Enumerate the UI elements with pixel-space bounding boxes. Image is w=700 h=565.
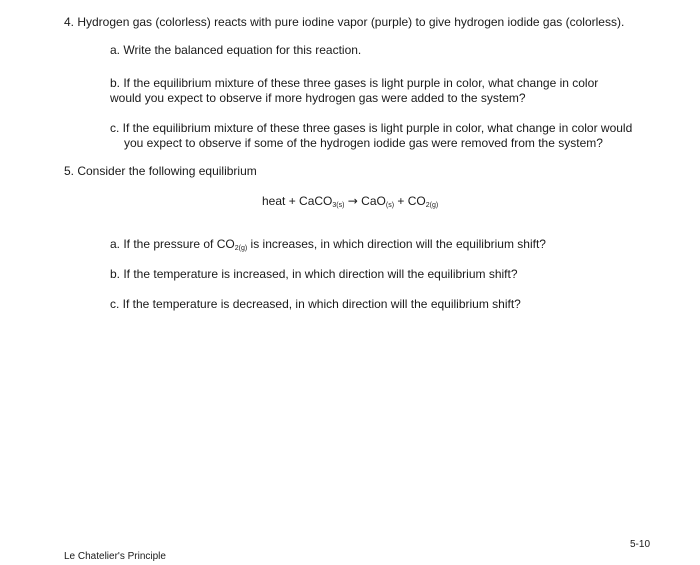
- reaction-arrow-icon: →: [347, 194, 358, 208]
- equilibrium-equation: [262, 193, 438, 209]
- question-5a-end: is increases, in which direction will the equilibrium shift?: [247, 237, 546, 251]
- equation-reactants: heat + CaCO: [262, 194, 333, 208]
- question-5b: b. If the temperature is increased, in which direction will the equilibrium shift?: [110, 267, 518, 281]
- co2-state: 2(g): [425, 202, 439, 209]
- question-5a-start: a. If the pressure of CO: [110, 237, 235, 251]
- caco3-state: 3(s): [332, 202, 345, 209]
- cao-state: (s): [385, 202, 395, 209]
- question-4b-line-1: b. If the equilibrium mixture of these three gases is light purple in color, what change in color: [110, 76, 599, 90]
- question-4: 4. Hydrogen gas (colorless) reacts with pure iodine vapor (purple) to give hydrogen iodide gas (colorless).: [64, 15, 625, 29]
- equation-co2: + CO: [394, 194, 426, 208]
- question-4c-line-1: c. If the equilibrium mixture of these three gases is light purple in color, what change in color would: [110, 121, 633, 135]
- page-number: 5-10: [630, 539, 651, 550]
- question-5c: c. If the temperature is decreased, in which direction will the equilibrium shift?: [110, 297, 521, 311]
- question-5a: [110, 236, 546, 252]
- question-5: 5. Consider the following equilibrium: [64, 164, 257, 178]
- question-4b-line-2: would you expect to observe if more hydrogen gas were added to the system?: [110, 91, 526, 105]
- question-4c-line-2: you expect to observe if some of the hydrogen iodide gas were removed from the system?: [124, 136, 603, 150]
- footer-title: Le Chatelier's Principle: [64, 551, 166, 562]
- question-5a-co2-state: 2(g): [234, 245, 248, 252]
- equation-cao: CaO: [357, 194, 386, 208]
- question-4a: a. Write the balanced equation for this reaction.: [110, 43, 362, 57]
